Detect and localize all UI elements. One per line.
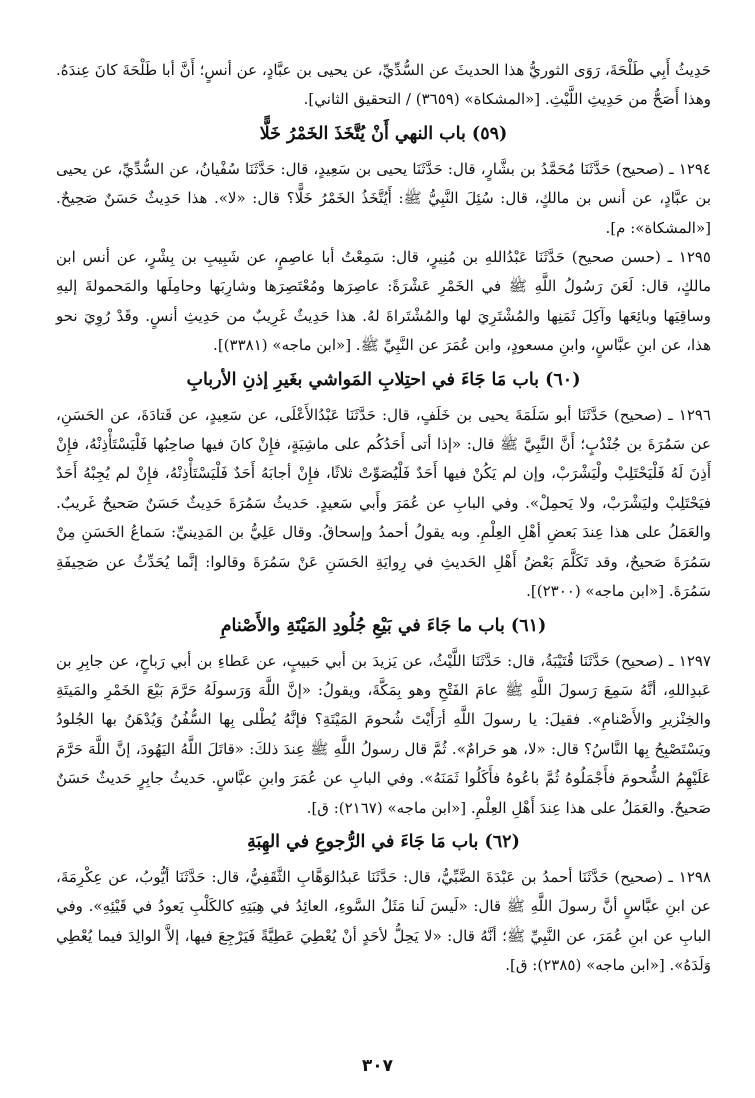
hadith-1296: ١٢٩٦ ـ (صحيح) حَدَّثَنَا أبو سَلَمَةَ يحيى بن خَلَفٍ، قال: حَدَّثَنَا عَبْدُالأَعْلَى، عن سَعِيدٍ، عن قَتادَةَ، عن الحَسَنِ، عن سَمُرَةَ بن جُنْدُبٍ؛ أَنَّ النَّبِيَّ ﷺ قال: «إذا أتى أَحَدُكُم على ماشِيَةٍ، فإِنْ كانَ فيها صاحِبُها فَلْيَسْتَأْذِنْهُ، فإِنْ أَذِنَ لَهُ فَلْيَحْتَلِبْ ولْيَشْرَبْ، وإن لم يَكُنْ فيها أَحَدٌ فَلْيُصَوِّتْ ثلاثًا، فإِنْ أجابَهُ أَحَدٌ فَلْيَسْتَأْذِنْهُ، فإِنْ لم يُجِبْهُ أَحَدٌ فيَحْتَلِبْ وليَشْرَبْ، ولا يَحمِلْ». وفي البابِ عن عُمَرَ وأَبي سَعيدٍ. حَديثُ سَمُرَةَ حَدِيثٌ حَسَنٌ صَحيحٌ غَريبٌ. والعَمَلُ على هذا عِندَ بَعضِ أهْلِ العِلْمِ. وبه يقولُ أحمدُ وإسحاقُ. وقال عَلِيُّ بن المَدِينيِّ: سَماعُ الحَسَنِ مِنْ سَمُرَةَ صَحيحٌ، وقد تَكَلَّمَ بَعْضُ أَهْلِ الحَديثِ في رِوايَةِ الحَسَنِ عَنْ سَمُرَةَ وقالوا: إنَّما يُحَدِّثُ عن صَحِيفَةِ سَمُرَةَ. [«ابن ماجه» (٢٣٠٠)]. (56, 405, 711, 601)
hadith-1298: ١٢٩٨ ـ (صحيح) حَدَّثَنَا أحمدُ بن عَبْدَةَ الضَّبِّيُّ، قال: حَدَّثَنَا عَبدُالوَهَّابِ الثَّقَفِيُّ، قال: حَدَّثَنَا أيُّوبُ، عن عِكْرِمَةَ، عن ابنِ عبَّاسٍ أنَّ رسولَ اللَّهِ ﷺ قال: «لَيسَ لَنا مَثَلُ السَّوءِ، العائِدُ في هِبَتِهِ كالكَلْبِ يَعودُ في قَيْئِهِ». وفي البابِ عن ابنِ عُمَرَ، عن النَّبِيِّ ﷺ؛ أنَّهُ قال: «لا يَحِلُّ لأحَدٍ أنْ يُعْطِيَ عَطِيَّةً فَيَرْجِعَ فيها، إلاَّ الوالِدَ فيما يُعْطِي وَلَدَهُ». [«ابن ماجه» (٢٣٨٥): ق]. (56, 867, 711, 975)
hadith-1294: ١٢٩٤ ـ (صحيح) حَدَّثَنَا مُحَمَّدُ بن بشَّارٍ، قال: حَدَّثَنَا يحيى بن سَعِيدٍ، قال: حَدَّثَنَا سُفْيانُ، عن السُّدِّيِّ، عن يحيى بن عبَّادٍ، عن أنس بن مالكٍ، قال: سُئِلَ النَّبِيُّ ﷺ: أَيُتَّخَذُ الخَمْرُ خَلًّا؟ قال: «لا». هذا حَدِيثٌ حَسَنٌ صَحِيحٌ. [«المشكاة»: م]. (56, 159, 711, 237)
hadith-1295: ١٢٩٥ ـ (حسن صحيح) حَدَّثَنَا عَبْدُاللهِ بن مُنِيرٍ، قال: سَمِعْتُ أبا عاصِمٍ، عن شَبِيبِ بن بِشْرٍ، عن أنس ابن مالكٍ، قال: لَعَنَ رَسُولُ اللَّهِ ﷺ في الخَمْرِ عَشْرَةً: عاصِرَها ومُعْتَصِرَها وشارِبَها وحامِلَها والمَحمولةَ إليهِ وساقِيَها وبائِعَها وآكِلَ ثَمَنِها والمُشْتَرِيَ لها والمُشْتَراةَ لهُ. هذا حَدِيثٌ غَرِيبٌ من حَدِيثِ أنسٍ. وقَدْ رُوِيَ نحو هذا، عن ابنِ عبَّاسٍ، وابنِ مسعودٍ، وابن عُمَرَ عن النَّبِيِّ ﷺ. [«ابن ماجه» (٣٣٨١)]. (56, 248, 711, 355)
chapter-heading-62: (٦٢) باب مَا جَاءَ في الرُّجوعِ في الهِبَةِ (247, 831, 520, 852)
page-body (56, 56, 711, 1078)
chapter-heading-61: (٦١) باب ما جَاءَ في بَيْعِ جُلُودِ المَيْتَةِ والأَصْنامِ (220, 615, 547, 636)
chapter-heading-59: (٥٩) باب النهي أَنْ يُتَّخَذَ الخَمْرُ خَلًّا (259, 123, 508, 144)
hadith-1297: ١٢٩٧ ـ (صحيح) حَدَّثَنَا قُتَيْبَةُ، قال: حَدَّثَنَا اللَّيْثُ، عن يَزيدَ بن أبي حَبيبٍ، عن عَطاءِ بن أبي رَباحٍ، عن جابِرِ بن عَبدِاللهِ، أنَّهُ سَمِعَ رَسولَ اللَّهِ ﷺ عامَ الفَتْحِ وهو بِمَكَّةَ، ويقولُ: «إنَّ اللَّهَ وَرَسولَهُ حَرَّمَ بَيْعَ الخَمْرِ والمَيتَةِ والخِنْزيرِ والأَصْنامِ». فقيلَ: يا رسولَ اللَّهِ أرَأَيْتَ شُحومَ المَيْتَةِ؟ فإنَّهُ يُطْلى بِها السُّفُنُ وَيُدْهَنُ بها الجُلودُ ويَسْتَصْبِحُ بِها النَّاسُ؟ قال: «لا، هو حَرامٌ». ثُمَّ قال رسولُ اللَّهِ ﷺ عِندَ ذلكَ: «قاتَلَ اللَّهُ اليَهُودَ، إنَّ اللَّهَ حَرَّمَ عَلَيْهِمُ الشُّحومَ فأَجْمَلُوهُ ثُمَّ باعُوهُ فأَكَلُوا ثَمَنَهُ». وفي البابِ عن عُمَرَ وابنِ عبَّاسٍ. حَديثُ جابِرٍ حَديثٌ حَسَنٌ صَحيحٌ. والعَمَلُ على هذا عِندَ أَهْلِ العِلْمِ. [«ابن ماجه» (٢١٦٧): ق]. (56, 651, 711, 817)
page-number: ٣٠٧ (361, 1056, 394, 1076)
intro-paragraph: حَدِيثُ أَبِي طَلْحَةَ، رَوَى الثوريُّ هذا الحديثَ عن السُّدِّيِّ، عن يحيى بن عبَّادٍ، عن أنسٍ؛ أَنَّ أبا طَلْحَةَ كانَ عِندَهُ. وهذا أَصَحُّ من حَدِيثِ اللَّيْثِ. [«المشكاة» (٣٦٥٩) / التحقيق الثاني]. (56, 61, 711, 109)
chapter-heading-60: (٦٠) باب مَا جَاءَ في احتِلابِ المَواشي بغَيرِ إذنِ الأربابِ (186, 369, 581, 390)
